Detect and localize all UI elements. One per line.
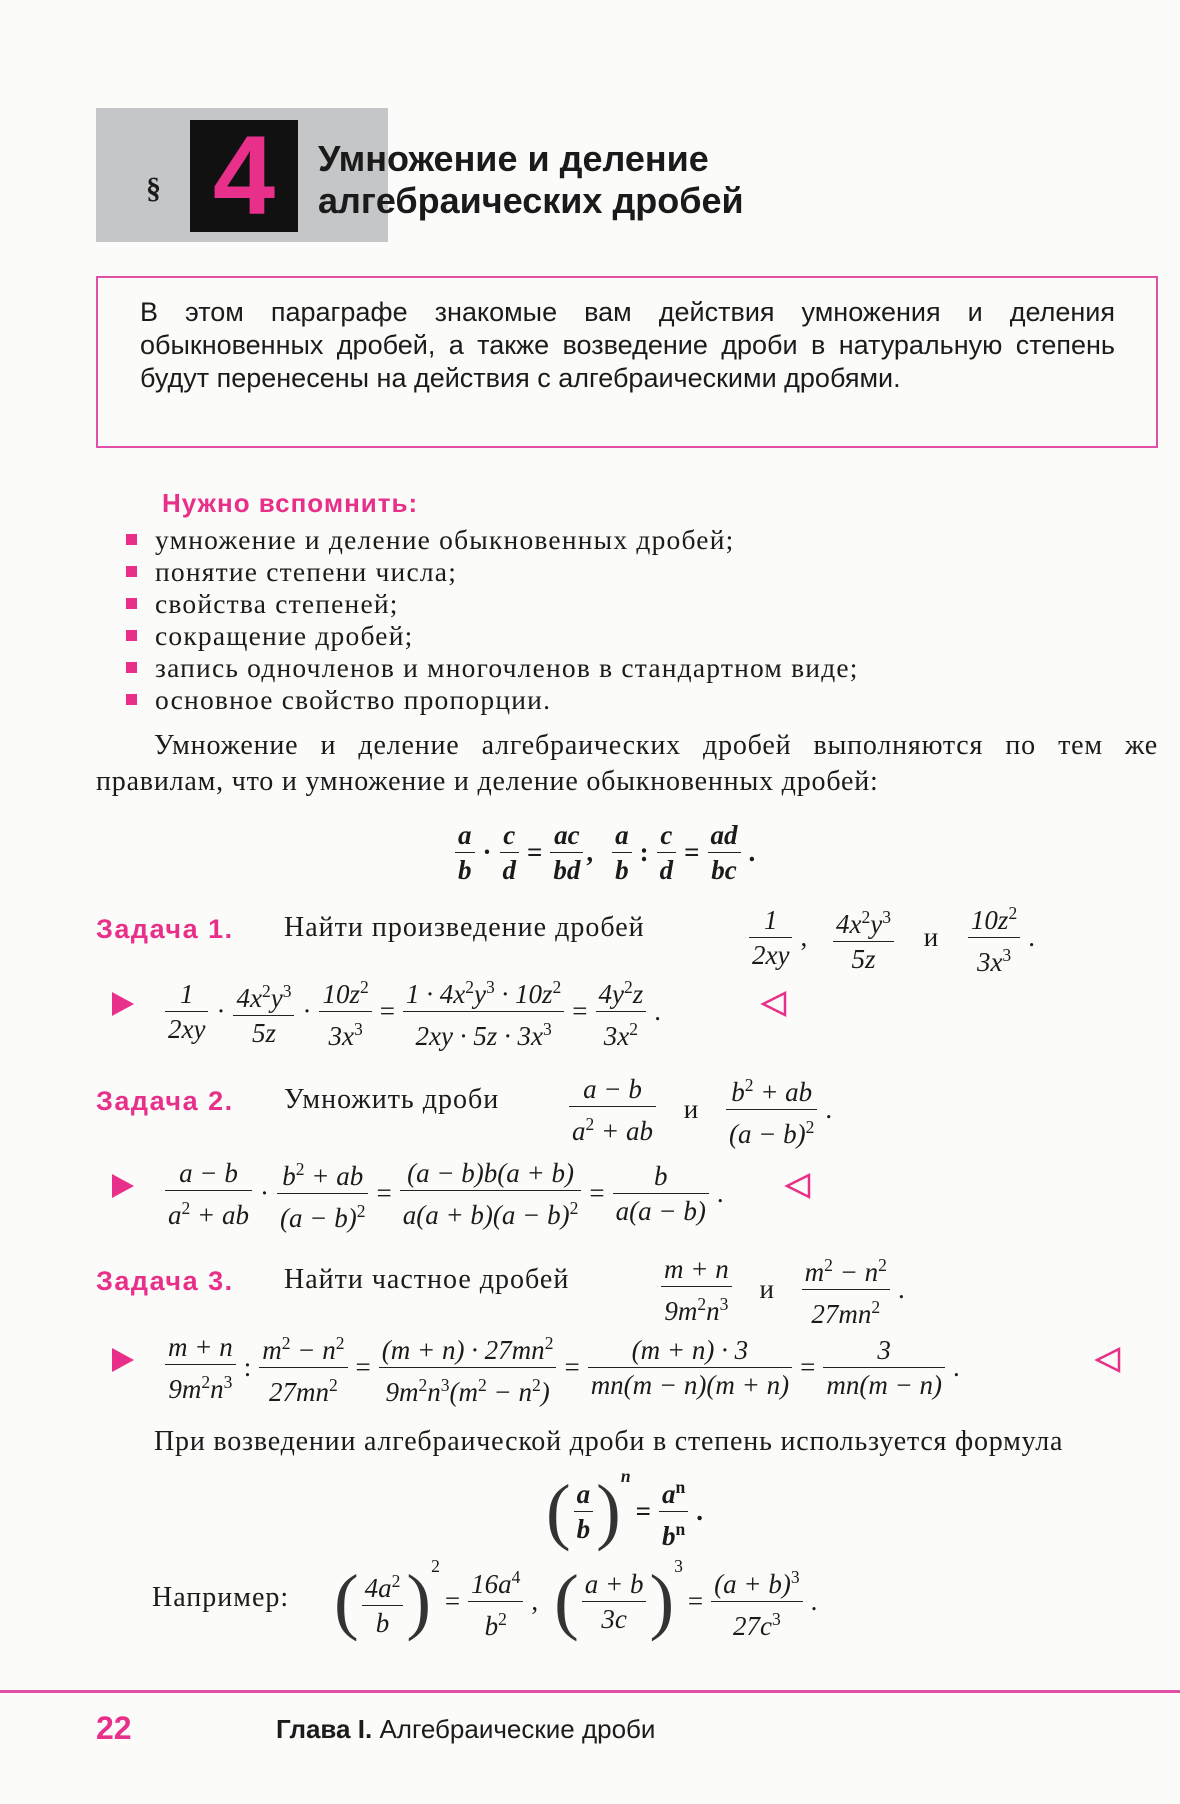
bullet-icon — [126, 662, 137, 673]
task-1-solution: $\frac{1}{2xy}$ · $\frac{4x^2y^3}{5z}$ · $\frac{10z^2}{3x^3}$ = $\frac{1 \cdot 4x^2y^3 \cdot 10z^2}{2xy \cdot 5z \cdot 3x^3}$ = $\frac{4y^2z}{3x^2}$ . — [162, 970, 666, 1053]
list-item: основное свойство пропорции. — [126, 684, 551, 716]
bullet-icon — [126, 566, 137, 577]
example-label: Например: — [152, 1582, 290, 1613]
list-item: запись одночленов и многочленов в стандартном виде; — [126, 652, 859, 684]
list-item: свойства степеней; — [126, 588, 399, 620]
chapter-name: Алгебраические дроби — [379, 1714, 656, 1744]
list-item: умножение и деление обыкновенных дробей; — [126, 524, 734, 556]
list-item: сокращение дробей; — [126, 620, 413, 652]
list-item: понятие степени числа; — [126, 556, 457, 588]
intro-text: В этом параграфе знакомые вам действия умножения и деления обыкновенных дробей, а также возведение дроби в натуральную степень будут перенесены на действия с алгебраическими дробями. — [140, 297, 1115, 393]
task-3-solution: $\frac{m + n}{9m^2n^3}$ : $\frac{m^2 - n^2}{27mn^2}$ = $\frac{(m + n) \cdot 27mn^2}{9m^2n^3(m^2 - n^2)}$ = $\frac{(m + n) \cdot 3}{mn(m - n)(m + n)}$ = $\frac{3}{mn(m - n)}$ . — [162, 1326, 965, 1409]
solution-start-icon — [112, 1174, 134, 1198]
solution-end-icon — [1094, 1346, 1122, 1374]
chapter-number: Глава I. — [276, 1714, 373, 1744]
rule-paragraph: Умножение и деление алгебраических дробей выполняются по тем же правилам, что и умножение и деление обыкновенных дробей: — [96, 730, 1158, 797]
power-formula: ( $\frac{a}{b}$ )$^n$= $\frac{a^n}{b^n}$ . — [546, 1465, 703, 1553]
example-formula: ( $\frac{4a^2}{b}$ )$^2$= $\frac{16a^4}{b^2}$ , ( $\frac{a + b}{3c}$ )$^3$= $\frac{(a + b)^3}{27c^3}$ . — [334, 1555, 818, 1643]
task-1-fractions: $\frac{1}{2xy}$ , $\frac{4x^2y^3}{5z}$ и $\frac{10z^2}{3x^3}$ . — [746, 896, 1040, 979]
task-2-solution: $\frac{a - b}{a^2 + ab}$ · $\frac{b^2 + ab}{(a - b)^2}$ = $\frac{(a - b)b(a + b)}{a(a + b)(a - b)^2}$ = $\frac{b}{a(a - b)}$ . — [162, 1152, 729, 1235]
task-3-label: Задача 3. — [96, 1266, 234, 1296]
remember-title: Нужно вспомнить: — [162, 488, 419, 518]
power-paragraph: При возведении алгебраической дроби в степень используется формула — [154, 1426, 1064, 1457]
task-3-fractions: $\frac{m + n}{9m^2n^3}$ и $\frac{m^2 - n^2}{27mn^2}$ . — [658, 1248, 910, 1331]
section-sign: § — [146, 172, 161, 205]
bullet-icon — [126, 630, 137, 641]
bullet-icon — [126, 694, 137, 705]
rule-formula: $\frac{a}{b}$ · $\frac{c}{d}$ = $\frac{ac}{bd}$ , $\frac{a}{b}$ : $\frac{c}{d}$ = $\frac{ad}{bc}$ . — [452, 818, 760, 887]
page-number: 22 — [96, 1710, 132, 1746]
solution-end-icon — [784, 1172, 812, 1200]
footer-divider — [0, 1690, 1180, 1693]
task-2-text: Умножить дроби — [284, 1084, 500, 1115]
section-title-line1: Умножение и деление — [318, 138, 709, 179]
task-1-text: Найти произведение дробей — [284, 912, 645, 943]
task-2-label: Задача 2. — [96, 1086, 234, 1116]
section-title-line2: алгебраических дробей — [318, 180, 744, 221]
bullet-icon — [126, 534, 137, 545]
solution-start-icon — [112, 1348, 134, 1372]
task-3-text: Найти частное дробей — [284, 1264, 570, 1295]
bullet-icon — [126, 598, 137, 609]
task-2-fractions: $\frac{a - b}{a^2 + ab}$ и $\frac{b^2 + ab}{(a - b)^2}$ . — [566, 1068, 837, 1151]
solution-end-icon — [760, 990, 788, 1018]
chapter-title — [276, 1714, 655, 1745]
section-number: 4 — [212, 113, 276, 238]
solution-start-icon — [112, 992, 134, 1016]
section-title — [318, 138, 744, 222]
task-1-label: Задача 1. — [96, 914, 234, 944]
